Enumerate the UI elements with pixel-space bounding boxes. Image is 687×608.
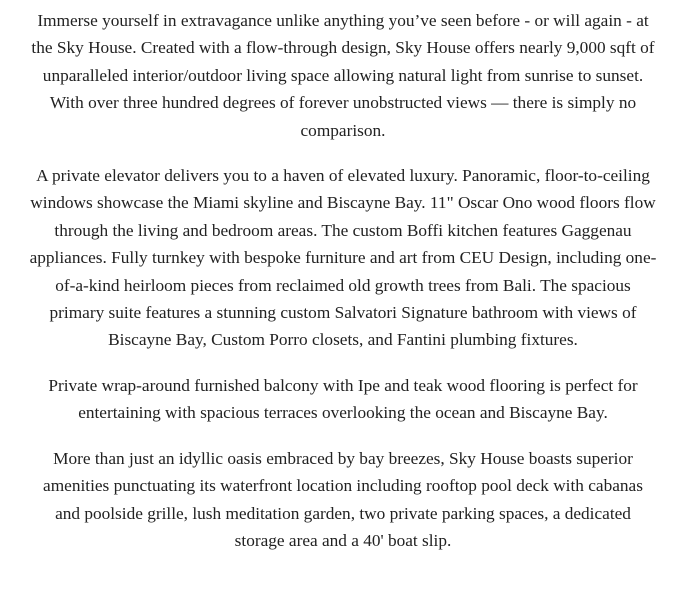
description-paragraph-interior: A private elevator delivers you to a haven of elevated luxury. Panoramic, floor-to-ceiling windows showcase the Miami skyline and Biscayne Bay. 11" Oscar Ono wood floors flow through the living and bedroom areas. The custom Boffi kitchen features Gaggenau appliances. Fully turnkey with bespoke furniture and art from CEU Design, including one-of-a-kind heirloom pieces from reclaimed old growth trees from Bali. The spacious primary suite features a stunning custom Salvatori Signature bathroom with views of Biscayne Bay, Custom Porro closets, and Fantini plumbing fixtures. [29,166,657,350]
description-paragraph-intro: Immerse yourself in extravagance unlike anything you’ve seen before - or will again - at the Sky House. Created with a flow-through design, Sky House offers nearly 9,000 sqft of unparalleled interior/outdoor living space allowing natural light from sunrise to sunset. With over three hundred degrees of forever unobstructed views — there is simply no comparison. [31,11,655,140]
property-description [0,7,687,554]
description-paragraph-amenities: More than just an idyllic oasis embraced by bay breezes, Sky House boasts superior amenities punctuating its waterfront location including rooftop pool deck with cabanas and poolside grille, lush meditation garden, two private parking spaces, a dedicated storage area and a 40' boat slip. [43,448,643,550]
description-paragraph-balcony: Private wrap-around furnished balcony with Ipe and teak wood flooring is perfect for entertaining with spacious terraces overlooking the ocean and Biscayne Bay. [48,375,638,423]
